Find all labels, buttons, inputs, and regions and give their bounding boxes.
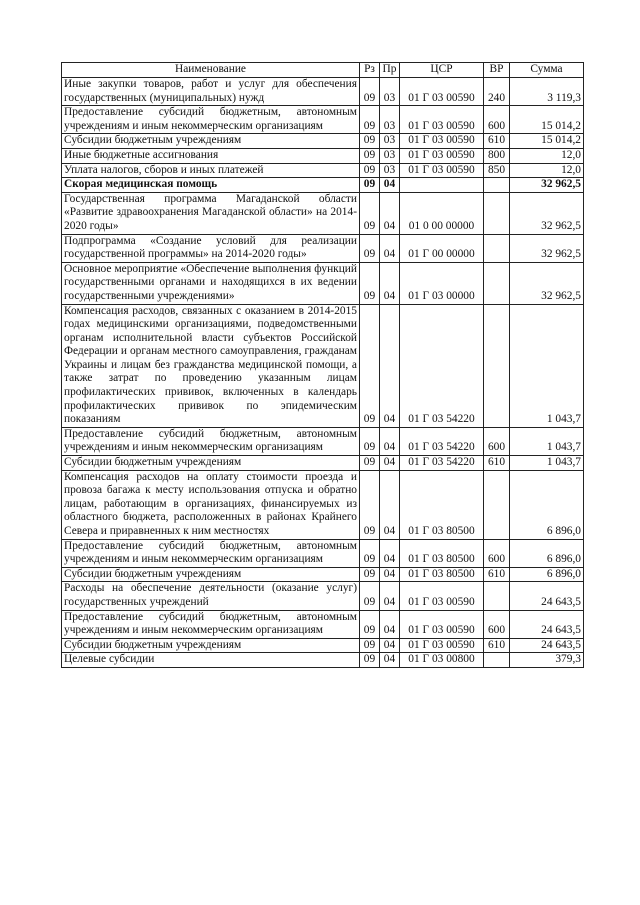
table-row: [62, 78, 584, 106]
table-row: [62, 582, 584, 610]
cell-name: Предоставление субсидий бюджетным, автономным учреждениям и иным некоммерческим организациям: [62, 106, 360, 134]
table-row: [62, 262, 584, 304]
cell-csr: 01 Г 03 00590: [400, 148, 484, 163]
table-row: [62, 304, 584, 427]
cell-sum: 15 014,2: [510, 134, 584, 149]
cell-name: Государственная программа Магаданской области «Развитие здравоохранения Магаданской области» на 2014-2020 годы»: [62, 192, 360, 234]
column-header-name: Наименование: [62, 63, 360, 78]
cell-vr: 600: [484, 539, 510, 567]
cell-rz: 09: [360, 567, 380, 582]
cell-rz: 09: [360, 470, 380, 539]
cell-sum: 6 896,0: [510, 567, 584, 582]
cell-sum: 15 014,2: [510, 106, 584, 134]
cell-pr: 04: [380, 539, 400, 567]
table-row: [62, 192, 584, 234]
cell-sum: 6 896,0: [510, 470, 584, 539]
cell-rz: 09: [360, 78, 380, 106]
cell-csr: 01 Г 03 00590: [400, 638, 484, 653]
column-header-pr: Пр: [380, 63, 400, 78]
table-row: [62, 539, 584, 567]
cell-rz: 09: [360, 148, 380, 163]
cell-name: Субсидии бюджетным учреждениям: [62, 456, 360, 471]
cell-sum: 24 643,5: [510, 638, 584, 653]
cell-name: Иные бюджетные ассигнования: [62, 148, 360, 163]
cell-pr: 03: [380, 163, 400, 178]
cell-pr: 03: [380, 78, 400, 106]
cell-pr: 04: [380, 653, 400, 668]
cell-pr: 03: [380, 148, 400, 163]
cell-vr: 850: [484, 163, 510, 178]
cell-vr: 600: [484, 610, 510, 638]
cell-csr: 01 Г 03 00800: [400, 653, 484, 668]
cell-pr: 04: [380, 582, 400, 610]
cell-vr: [484, 304, 510, 427]
table-row: [62, 427, 584, 455]
cell-name: Компенсация расходов, связанных с оказанием в 2014-2015 годах медицинскими организациями, подведомственными органам исполнительной власти субъектов Российской Федерации и органам местного самоуправления, гражданам Украины и лицам без гражданства медицинской помощи, а также затрат по проведению указанным лицам профилактических прививок, включенных в календарь профилактических прививок по эпидемическим показаниям: [62, 304, 360, 427]
table-row: [62, 234, 584, 262]
cell-name: Целевые субсидии: [62, 653, 360, 668]
cell-sum: 1 043,7: [510, 456, 584, 471]
cell-rz: 09: [360, 192, 380, 234]
cell-vr: 610: [484, 456, 510, 471]
cell-sum: 32 962,5: [510, 178, 584, 193]
cell-csr: 01 0 00 00000: [400, 192, 484, 234]
cell-csr: 01 Г 03 00590: [400, 610, 484, 638]
cell-vr: 610: [484, 134, 510, 149]
cell-pr: 03: [380, 106, 400, 134]
cell-pr: 04: [380, 470, 400, 539]
cell-name: Предоставление субсидий бюджетным, автономным учреждениям и иным некоммерческим организациям: [62, 427, 360, 455]
cell-name: Предоставление субсидий бюджетным, автономным учреждениям и иным некоммерческим организациям: [62, 539, 360, 567]
cell-name: Подпрограмма «Создание условий для реализации государственной программы» на 2014-2020 годы»: [62, 234, 360, 262]
cell-vr: [484, 470, 510, 539]
cell-pr: 04: [380, 456, 400, 471]
table-row: [62, 134, 584, 149]
cell-sum: 379,3: [510, 653, 584, 668]
cell-name: Скорая медицинская помощь: [62, 178, 360, 193]
cell-rz: 09: [360, 262, 380, 304]
cell-vr: 800: [484, 148, 510, 163]
cell-pr: 04: [380, 178, 400, 193]
cell-name: Уплата налогов, сборов и иных платежей: [62, 163, 360, 178]
table-header-row: [62, 63, 584, 78]
cell-vr: [484, 653, 510, 668]
table-row: [62, 653, 584, 668]
cell-pr: 03: [380, 134, 400, 149]
cell-rz: 09: [360, 456, 380, 471]
cell-name: Иные закупки товаров, работ и услуг для обеспечения государственных (муниципальных) нужд: [62, 78, 360, 106]
cell-pr: 04: [380, 304, 400, 427]
budget-table: [61, 62, 584, 668]
cell-vr: [484, 262, 510, 304]
cell-rz: 09: [360, 653, 380, 668]
cell-sum: 6 896,0: [510, 539, 584, 567]
table-row: [62, 638, 584, 653]
column-header-rz: Рз: [360, 63, 380, 78]
cell-rz: 09: [360, 539, 380, 567]
cell-rz: 09: [360, 106, 380, 134]
cell-name: Субсидии бюджетным учреждениям: [62, 567, 360, 582]
cell-sum: 3 119,3: [510, 78, 584, 106]
table-row: [62, 456, 584, 471]
cell-pr: 04: [380, 427, 400, 455]
cell-csr: 01 Г 03 54220: [400, 427, 484, 455]
cell-csr: 01 Г 03 00590: [400, 163, 484, 178]
cell-sum: 12,0: [510, 148, 584, 163]
table-row: [62, 163, 584, 178]
table-row: [62, 178, 584, 193]
budget-page: [61, 62, 583, 668]
cell-pr: 04: [380, 234, 400, 262]
cell-name: Субсидии бюджетным учреждениям: [62, 134, 360, 149]
cell-sum: 32 962,5: [510, 192, 584, 234]
cell-csr: [400, 178, 484, 193]
cell-vr: [484, 192, 510, 234]
cell-vr: [484, 234, 510, 262]
column-header-vr: ВР: [484, 63, 510, 78]
cell-csr: 01 Г 03 54220: [400, 304, 484, 427]
cell-rz: 09: [360, 427, 380, 455]
table-row: [62, 567, 584, 582]
cell-rz: 09: [360, 304, 380, 427]
cell-name: Субсидии бюджетным учреждениям: [62, 638, 360, 653]
table-row: [62, 106, 584, 134]
cell-rz: 09: [360, 234, 380, 262]
cell-pr: 04: [380, 192, 400, 234]
cell-csr: 01 Г 03 00590: [400, 78, 484, 106]
cell-rz: 09: [360, 582, 380, 610]
cell-csr: 01 Г 03 00590: [400, 106, 484, 134]
cell-rz: 09: [360, 638, 380, 653]
cell-csr: 01 Г 03 80500: [400, 567, 484, 582]
cell-vr: [484, 582, 510, 610]
cell-name: Предоставление субсидий бюджетным, автономным учреждениям и иным некоммерческим организациям: [62, 610, 360, 638]
cell-vr: 610: [484, 567, 510, 582]
table-body: [62, 78, 584, 668]
cell-rz: 09: [360, 178, 380, 193]
cell-csr: 01 Г 03 00590: [400, 582, 484, 610]
column-header-csr: ЦСР: [400, 63, 484, 78]
cell-pr: 04: [380, 638, 400, 653]
cell-vr: 600: [484, 106, 510, 134]
cell-rz: 09: [360, 134, 380, 149]
cell-sum: 32 962,5: [510, 262, 584, 304]
cell-pr: 04: [380, 262, 400, 304]
table-row: [62, 148, 584, 163]
cell-rz: 09: [360, 163, 380, 178]
cell-name: Расходы на обеспечение деятельности (оказание услуг) государственных учреждений: [62, 582, 360, 610]
cell-csr: 01 Г 03 54220: [400, 456, 484, 471]
cell-csr: 01 Г 03 00000: [400, 262, 484, 304]
cell-vr: 600: [484, 427, 510, 455]
cell-rz: 09: [360, 610, 380, 638]
table-row: [62, 610, 584, 638]
cell-name: Компенсация расходов на оплату стоимости проезда и провоза багажа к месту использования отпуска и обратно лицам, работающим в организациях, финансируемых из областного бюджета, расположенных в районах Крайнего Севера и приравненных к ним местностях: [62, 470, 360, 539]
cell-vr: [484, 178, 510, 193]
cell-csr: 01 Г 03 80500: [400, 539, 484, 567]
cell-sum: 12,0: [510, 163, 584, 178]
cell-sum: 1 043,7: [510, 427, 584, 455]
cell-sum: 32 962,5: [510, 234, 584, 262]
cell-sum: 24 643,5: [510, 582, 584, 610]
cell-csr: 01 Г 00 00000: [400, 234, 484, 262]
cell-pr: 04: [380, 567, 400, 582]
cell-sum: 24 643,5: [510, 610, 584, 638]
cell-vr: 240: [484, 78, 510, 106]
cell-name: Основное мероприятие «Обеспечение выполнения функций государственными органами и находящихся в их ведении государственными учреждениями»: [62, 262, 360, 304]
cell-vr: 610: [484, 638, 510, 653]
cell-csr: 01 Г 03 80500: [400, 470, 484, 539]
cell-sum: 1 043,7: [510, 304, 584, 427]
cell-csr: 01 Г 03 00590: [400, 134, 484, 149]
column-header-sum: Сумма: [510, 63, 584, 78]
cell-pr: 04: [380, 610, 400, 638]
table-row: [62, 470, 584, 539]
